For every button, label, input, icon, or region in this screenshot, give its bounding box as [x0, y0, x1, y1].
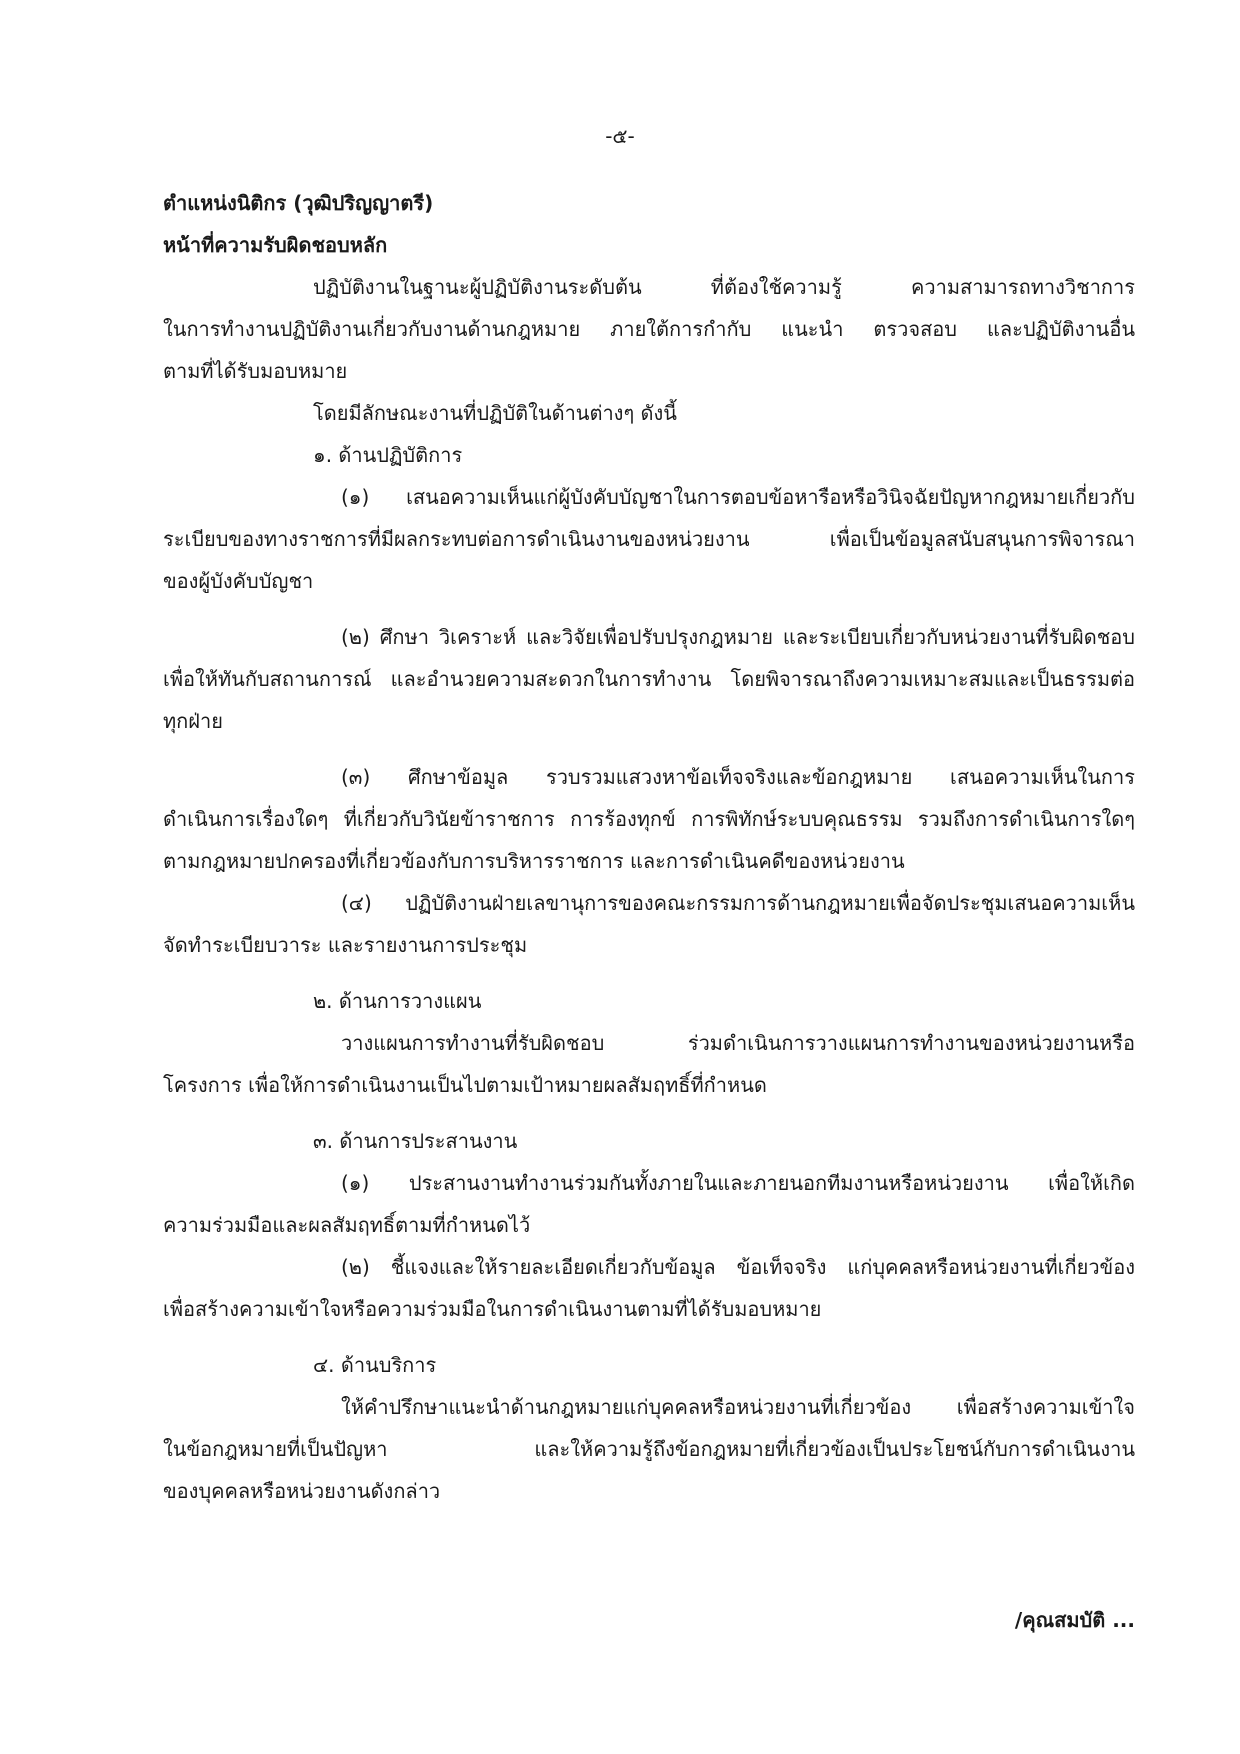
item-line: ให้คำปรึกษาแนะนำด้านกฎหมายแก่บุคคลหรือหน่วยงานที่เกี่ยวข้อง เพื่อสร้างความเข้าใจ [341, 1395, 1135, 1419]
section-item [163, 1246, 1135, 1330]
section-heading: ๑. ด้านปฏิบัติการ [313, 443, 463, 467]
item-line: (๑) เสนอความเห็นแก่ผู้บังคับบัญชาในการตอบข้อหารือหรือวินิจฉัยปัญหากฎหมายเกี่ยวกับ [341, 485, 1135, 509]
item-line: (๔) ปฏิบัติงานฝ่ายเลขานุการของคณะกรรมการด้านกฎหมายเพื่อจัดประชุมเสนอความเห็น [341, 891, 1135, 915]
section-coordination [163, 1120, 1135, 1330]
item-line: โครงการ เพื่อให้การดำเนินงานเป็นไปตามเป้าหมายผลสัมฤทธิ์ที่กำหนด [163, 1073, 767, 1097]
item-line: ทุกฝ่าย [163, 709, 223, 733]
section-service [163, 1344, 1135, 1512]
section-item [163, 882, 1135, 966]
item-line: ของผู้บังคับบัญชา [163, 569, 314, 593]
item-line: ตามกฎหมายปกครองที่เกี่ยวข้องกับการบริหารราชการ และการดำเนินคดีของหน่วยงาน [163, 849, 905, 873]
section-heading: ๓. ด้านการประสานงาน [313, 1129, 518, 1153]
intro-line: ในการทำงานปฏิบัติงานเกี่ยวกับงานด้านกฎหมาย ภายใต้การกำกับ แนะนำ ตรวจสอบ และปฏิบัติงานอื่น [163, 317, 1135, 341]
section-item [163, 1022, 1135, 1106]
section-heading: ๒. ด้านการวางแผน [313, 989, 482, 1013]
item-line: (๒) ชี้แจงและให้รายละเอียดเกี่ยวกับข้อมูล ข้อเท็จจริง แก่บุคคลหรือหน่วยงานที่เกี่ยวข้อง [341, 1255, 1135, 1279]
position-title: ตำแหน่งนิติกร (วุฒิปริญญาตรี) [163, 191, 434, 215]
item-line: ในข้อกฎหมายที่เป็นปัญหา และให้ความรู้ถึงข้อกฎหมายที่เกี่ยวข้องเป็นประโยชน์กับการดำเนินงาน [163, 1437, 1135, 1461]
item-line: (๑) ประสานงานทำงานร่วมกันทั้งภายในและภายนอกทีมงานหรือหน่วยงาน เพื่อให้เกิด [341, 1171, 1135, 1195]
duties-heading: หน้าที่ความรับผิดชอบหลัก [163, 233, 388, 257]
lead-sentence: โดยมีลักษณะงานที่ปฏิบัติในด้านต่างๆ ดังนี้ [313, 401, 677, 425]
item-line: ระเบียบของทางราชการที่มีผลกระทบต่อการดำเนินงานของหน่วยงาน เพื่อเป็นข้อมูลสนับสนุนการพิจารณา [163, 527, 1135, 551]
section-heading: ๔. ด้านบริการ [313, 1353, 437, 1377]
intro-line: ตามที่ได้รับมอบหมาย [163, 359, 348, 383]
section-operations [163, 434, 1135, 966]
item-line: วางแผนการทำงานที่รับผิดชอบ ร่วมดำเนินการวางแผนการทำงานของหน่วยงานหรือ [341, 1031, 1135, 1055]
intro-paragraph [163, 266, 1135, 392]
section-item [163, 476, 1135, 602]
section-item [163, 1386, 1135, 1512]
item-line: (๒) ศึกษา วิเคราะห์ และวิจัยเพื่อปรับปรุงกฎหมาย และระเบียบเกี่ยวกับหน่วยงานที่รับผิดชอบ [341, 625, 1135, 649]
intro-line: ปฏิบัติงานในฐานะผู้ปฏิบัติงานระดับต้น ที่ต้องใช้ความรู้ ความสามารถทางวิชาการ [313, 275, 1135, 299]
item-line: เพื่อสร้างความเข้าใจหรือความร่วมมือในการดำเนินงานตามที่ได้รับมอบหมาย [163, 1297, 822, 1321]
item-line: ความร่วมมือและผลสัมฤทธิ์ตามที่กำหนดไว้ [163, 1213, 531, 1237]
section-item [163, 616, 1135, 742]
document-body [163, 182, 1135, 1512]
page-number: -๕- [605, 124, 635, 148]
item-line: ดำเนินการเรื่องใดๆ ที่เกี่ยวกับวินัยข้าราชการ การร้องทุกข์ การพิทักษ์ระบบคุณธรรม รวมถึงการดำเนินการใดๆ [163, 807, 1135, 831]
item-line: จัดทำระเบียบวาระ และรายงานการประชุม [163, 933, 528, 957]
item-line: เพื่อให้ทันกับสถานการณ์ และอำนวยความสะดวกในการทำงาน โดยพิจารณาถึงความเหมาะสมและเป็นธรรมต่อ [163, 667, 1135, 691]
section-item [163, 756, 1135, 882]
item-line: (๓) ศึกษาข้อมูล รวบรวมแสวงหาข้อเท็จจริงและข้อกฎหมาย เสนอความเห็นในการ [341, 765, 1135, 789]
section-item [163, 1162, 1135, 1246]
section-planning [163, 980, 1135, 1106]
item-line: ของบุคคลหรือหน่วยงานดังกล่าว [163, 1479, 441, 1503]
continuation-note: /คุณสมบัติ ... [1014, 1608, 1135, 1632]
